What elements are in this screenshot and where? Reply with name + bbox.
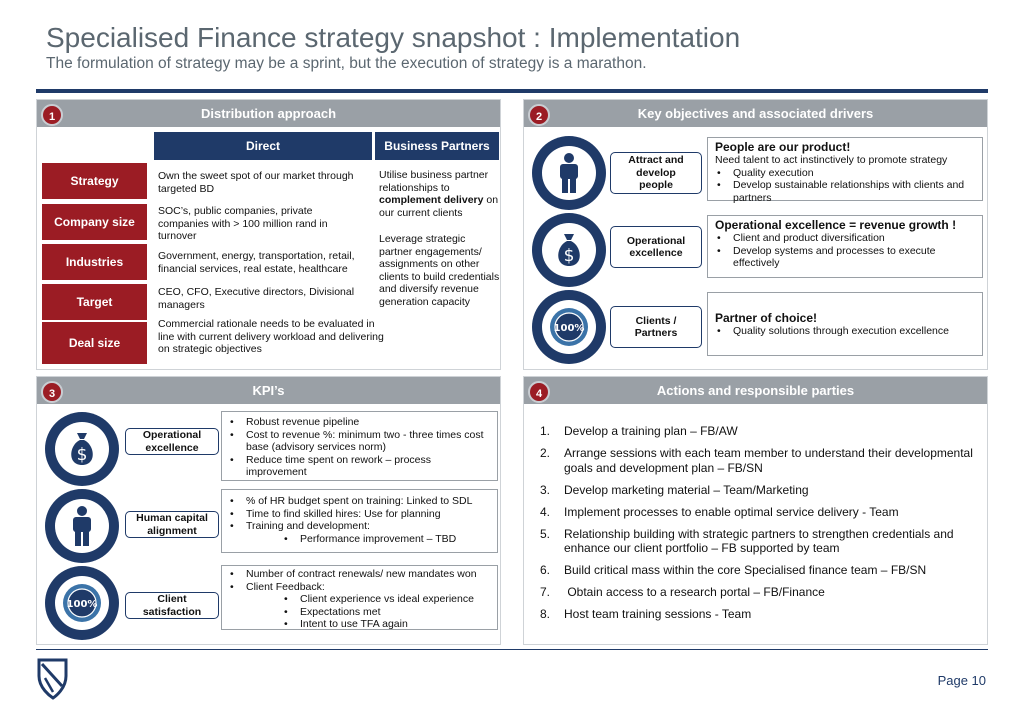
- kpi-box-client-satisfaction: [221, 565, 498, 630]
- objective-label-clients: Clients / Partners: [610, 306, 702, 348]
- svg-text:$: $: [563, 246, 575, 266]
- page-subtitle: The formulation of strategy may be a sprint, but the execution of strategy is a marathon.: [46, 55, 647, 72]
- objective-label-people: Attract and develop people: [610, 152, 702, 194]
- kpi-bullet: • Cost to revenue %: minimum two - three times cost base (advisory services norm): [228, 429, 491, 454]
- action-text: Host team training sessions - Team: [564, 607, 752, 621]
- action-number: 2.: [540, 446, 551, 460]
- objective-heading: People are our product!: [715, 140, 851, 154]
- section-number-badge: 2: [528, 104, 550, 126]
- row-label-company-size: Company size: [42, 204, 147, 240]
- action-text: Build critical mass within the core Specialised finance team – FB/SN: [564, 563, 927, 577]
- objective-box-operational: [707, 215, 983, 278]
- actions-list: [540, 424, 980, 629]
- direct-deal-size-text: Commercial rationale needs to be evaluated in line with current delivery workload and delivering on strategic objectives: [158, 318, 384, 355]
- objective-intro: Need talent to act instinctively to promote strategy: [715, 154, 948, 166]
- kpi-bullet: • Reduce time spent on rework – process improvement: [228, 454, 491, 479]
- kpi-label-human-capital: Human capital alignment: [125, 511, 219, 538]
- objective-label-operational: Operational excellence: [610, 226, 702, 268]
- kpi-bullet: • % of HR budget spent on training: Linked to SDL: [228, 495, 491, 508]
- kpi-sub-bullet: • Performance improvement – TBD: [228, 533, 491, 546]
- money-bag-icon: [532, 213, 606, 287]
- kpi-box-operational: [221, 411, 498, 481]
- svg-text:100%: 100%: [66, 599, 98, 610]
- svg-text:$: $: [76, 445, 88, 465]
- section-number-badge: 1: [41, 104, 63, 126]
- objectives-panel: [523, 99, 988, 370]
- badge-100-icon: [532, 290, 606, 364]
- action-number: 6.: [540, 563, 551, 577]
- section-number-badge: 3: [41, 381, 63, 403]
- action-number: 8.: [540, 607, 551, 621]
- footer-divider: [36, 649, 988, 650]
- objective-bullet: • Client and product diversification: [715, 232, 975, 245]
- kpi-panel-title: KPI’s: [37, 377, 500, 404]
- actions-panel-title: Actions and responsible parties: [524, 377, 987, 404]
- action-text: Relationship building with strategic partners to strengthen credentials and enhance our client portfolio – FB supported by team: [564, 526, 954, 555]
- row-label-industries: Industries: [42, 244, 147, 280]
- kpi-bullet: • Training and development:: [228, 520, 491, 533]
- action-number: 3.: [540, 482, 551, 497]
- money-bag-icon: [45, 412, 119, 486]
- direct-company-size-text: SOC’s, public companies, private companies with > 100 million rand in turnover: [158, 205, 328, 242]
- action-number: 1.: [540, 424, 551, 438]
- kpi-label-operational: Operational excellence: [125, 428, 219, 455]
- kpi-panel: [36, 376, 501, 645]
- objective-bullet: • Develop sustainable relationships with clients and partners: [715, 179, 975, 204]
- objectives-panel-title: Key objectives and associated drivers: [524, 100, 987, 127]
- company-logo-icon: [36, 656, 70, 700]
- action-item: [540, 424, 980, 439]
- objective-bullet: • Quality execution: [715, 167, 975, 180]
- kpi-bullet: • Client Feedback:: [228, 581, 491, 594]
- action-item: [540, 607, 980, 622]
- partners-text-1c: on our current clients: [379, 194, 499, 219]
- page-number: Page 10: [937, 673, 986, 688]
- direct-strategy-text: Own the sweet spot of our market through targeted BD: [158, 170, 354, 195]
- kpi-bullet: • Time to find skilled hires: Use for planning: [228, 508, 491, 521]
- kpi-label-client-satisfaction: Client satisfaction: [125, 592, 219, 619]
- objective-heading: Operational excellence = revenue growth !: [715, 218, 957, 232]
- person-icon: [45, 489, 119, 563]
- kpi-sub-bullet: • Client experience vs ideal experience: [228, 593, 491, 606]
- distribution-panel-title: Distribution approach: [37, 100, 500, 127]
- column-header-partners: Business Partners: [375, 132, 499, 160]
- kpi-box-human-capital: [221, 489, 498, 553]
- action-item: [540, 585, 980, 600]
- action-text: Develop marketing material – Team/Marketing: [564, 482, 809, 497]
- kpi-bullet: • Number of contract renewals/ new mandates won: [228, 568, 491, 581]
- svg-text:100%: 100%: [553, 323, 585, 334]
- objective-bullet: • Quality solutions through execution excellence: [715, 325, 975, 338]
- kpi-sub-bullet: • Expectations met: [228, 606, 491, 619]
- section-number-badge: 4: [528, 381, 550, 403]
- kpi-sub-bullet: • Intent to use TFA again: [228, 618, 491, 631]
- action-text: Develop a training plan – FB/AW: [564, 424, 738, 438]
- objective-bullet: • Develop systems and processes to execute effectively: [715, 245, 975, 270]
- row-label-deal-size: Deal size: [42, 322, 147, 364]
- partners-text-1: [379, 169, 501, 219]
- row-label-strategy: Strategy: [42, 163, 147, 199]
- partners-text-2: Leverage strategic partner engagements/ assignments on other clients to build credentials and diversify revenue generation capacity: [379, 233, 500, 308]
- partners-text-1a: Utilise business partner relationships to: [379, 169, 489, 194]
- action-item: [540, 483, 980, 498]
- action-item: [540, 563, 980, 578]
- action-item: [540, 505, 980, 520]
- partners-text-1b: complement delivery: [379, 194, 484, 206]
- row-label-target: Target: [42, 284, 147, 320]
- direct-industries-text: Government, energy, transportation, retail, financial services, real estate, healthcare: [158, 250, 355, 275]
- action-item: [540, 446, 980, 475]
- action-number: 4.: [540, 504, 551, 519]
- action-text: Obtain access to a research portal – FB/Finance: [564, 585, 825, 599]
- action-item: [540, 527, 980, 556]
- badge-100-icon: [45, 566, 119, 640]
- title-divider: [36, 89, 988, 93]
- objective-heading: Partner of choice!: [715, 311, 818, 325]
- kpi-bullet: • Robust revenue pipeline: [228, 416, 491, 429]
- direct-target-text: CEO, CFO, Executive directors, Divisional managers: [158, 286, 355, 311]
- action-number: 7.: [540, 585, 551, 599]
- action-text: Arrange sessions with each team member to understand their developmental goals and development plan – FB/SN: [564, 446, 973, 475]
- objective-box-clients: [707, 292, 983, 356]
- person-icon: [532, 136, 606, 210]
- action-text: Implement processes to enable optimal service delivery - Team: [564, 504, 899, 519]
- objective-box-people: [707, 137, 983, 204]
- column-header-direct: Direct: [154, 132, 372, 160]
- page-title: Specialised Finance strategy snapshot : Implementation: [46, 22, 741, 53]
- distribution-panel: [36, 99, 501, 370]
- action-number: 5.: [540, 526, 551, 541]
